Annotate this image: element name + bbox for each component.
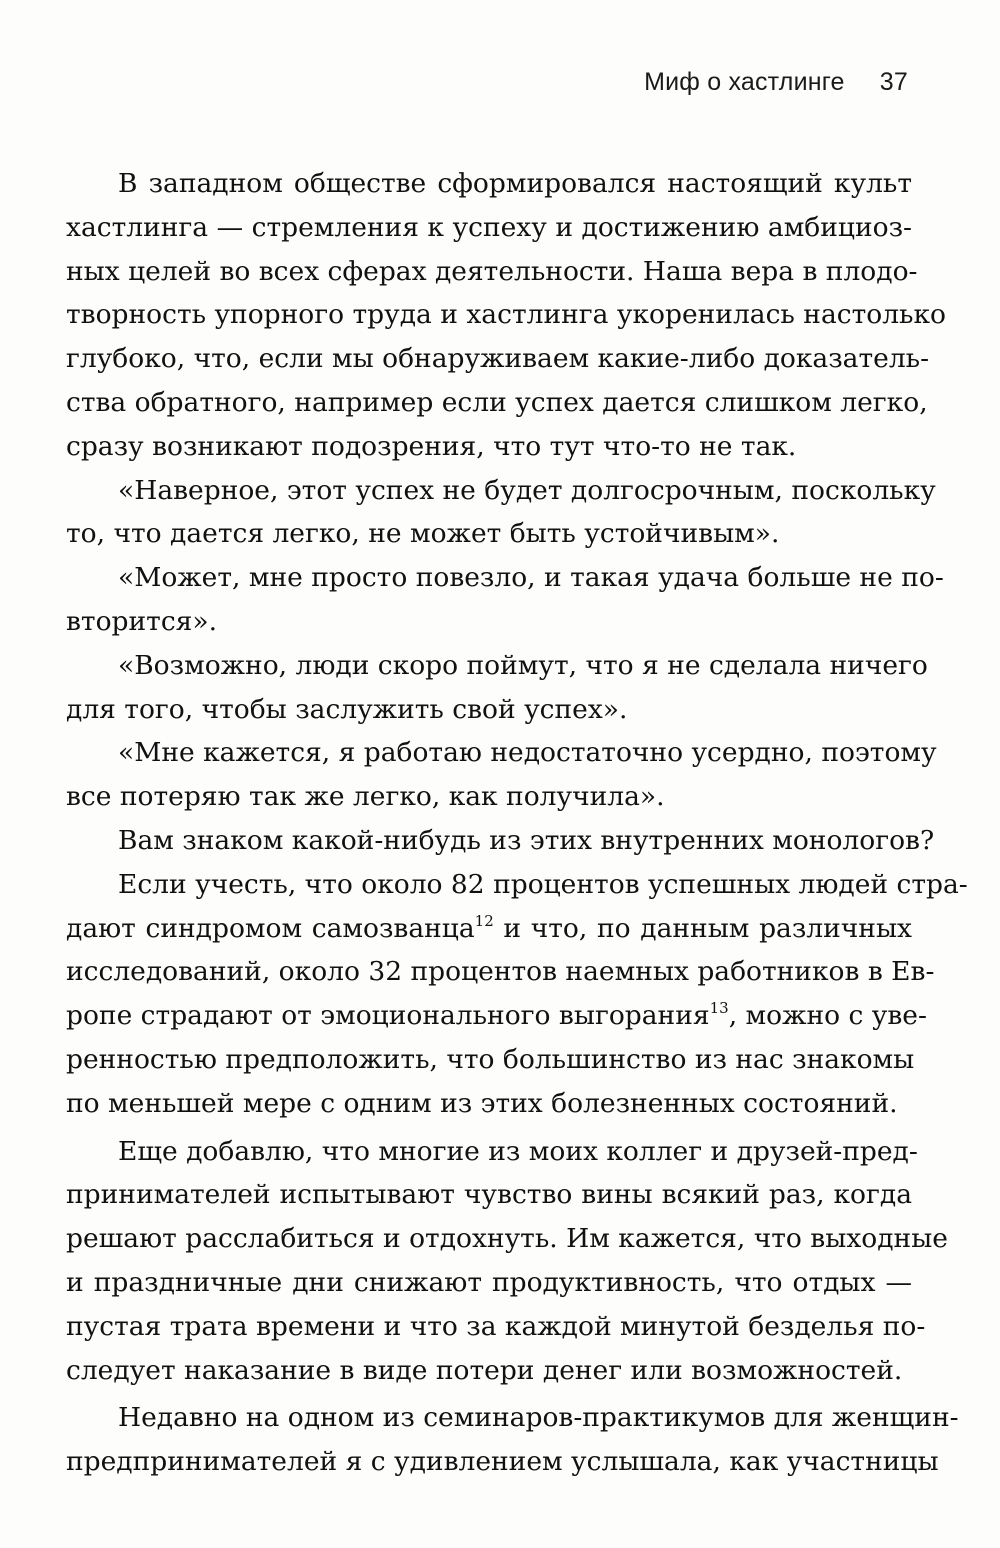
paragraph	[66, 644, 928, 732]
text-line: ренностью предположить, что большинство из нас знакомы	[66, 1043, 915, 1075]
paragraph	[66, 731, 937, 819]
text-line: «Может, мне просто повезло, и такая удача больше не по-	[118, 562, 944, 594]
text-line: принимателей испытывают чувство вины всякий раз, когда	[66, 1179, 912, 1211]
paragraph	[66, 556, 944, 644]
text-line: предпринимателей я с удивлением услышала, как участницы	[66, 1446, 939, 1478]
text-line: «Мне кажется, я работаю недостаточно усердно, поэтому	[118, 737, 937, 769]
text-line: «Возможно, люди скоро поймут, что я не сделала ничего	[118, 649, 928, 681]
text-line: исследований, около 32 процентов наемных работников в Ев-	[66, 956, 935, 988]
paragraph	[66, 819, 935, 863]
paragraph	[66, 469, 936, 557]
text-line: по меньшей мере с одним из этих болезненных состояний.	[66, 1087, 898, 1119]
text-line	[66, 907, 912, 951]
text-line: творность упорного труда и хастлинга укоренилась настолько	[66, 299, 946, 331]
body-text	[66, 162, 968, 1484]
text-line: все потеряю так же легко, как получила».	[66, 781, 665, 813]
footnote-ref-12[interactable]: 12	[474, 911, 494, 930]
text-segment: , можно с уве-	[728, 1000, 927, 1032]
text-line: Еще добавлю, что многие из моих коллег и друзей-пред-	[118, 1135, 918, 1167]
text-line: хастлинга — стремления к успеху и достижению амбициоз-	[66, 211, 912, 243]
text-line: вторится».	[66, 605, 218, 637]
text-segment: ропе страдают от эмоционального выгорания	[66, 1000, 710, 1032]
text-line: Если учесть, что около 82 процентов успешных людей стра-	[118, 868, 968, 900]
text-line: Вам знаком какой-нибудь из этих внутренних монологов?	[118, 824, 935, 856]
text-line: для того, чтобы заслужить свой успех».	[66, 693, 628, 725]
page-number: 37	[879, 68, 908, 96]
text-segment: дают синдромом самозванца	[66, 912, 475, 944]
text-line: В западном обществе сформировался настоящий культ	[118, 168, 912, 199]
text-line: то, что дается легко, не может быть устойчивым».	[66, 518, 780, 550]
paragraph	[66, 1396, 959, 1484]
text-segment: и что, по данным различных	[493, 912, 912, 944]
text-line: Недавно на одном из семинаров-практикумов для женщин-	[118, 1402, 959, 1434]
footnote-ref-13[interactable]: 13	[709, 999, 729, 1018]
chapter-title: Миф о хастлинге	[644, 68, 845, 96]
paragraph	[66, 162, 946, 469]
text-line: сразу возникают подозрения, что тут что-то не так.	[66, 430, 797, 462]
paragraph	[66, 1130, 948, 1393]
text-line: решают расслабиться и отдохнуть. Им кажется, что выходные	[66, 1223, 948, 1255]
paragraph	[66, 863, 968, 1126]
text-line	[66, 994, 927, 1038]
running-header	[644, 68, 908, 97]
text-line: глубоко, что, если мы обнаруживаем какие-либо доказатель-	[66, 343, 930, 375]
text-line: пустая трата времени и что за каждой минутой безделья по-	[66, 1310, 926, 1342]
text-line: и праздничные дни снижают продуктивность, что отдых —	[66, 1266, 912, 1298]
text-line: следует наказание в виде потери денег или возможностей.	[66, 1354, 903, 1386]
text-line: «Наверное, этот успех не будет долгосрочным, поскольку	[118, 474, 936, 506]
text-line: ных целей во всех сферах деятельности. Наша вера в плодо-	[66, 255, 918, 287]
text-line: ства обратного, например если успех дается слишком легко,	[66, 386, 928, 418]
